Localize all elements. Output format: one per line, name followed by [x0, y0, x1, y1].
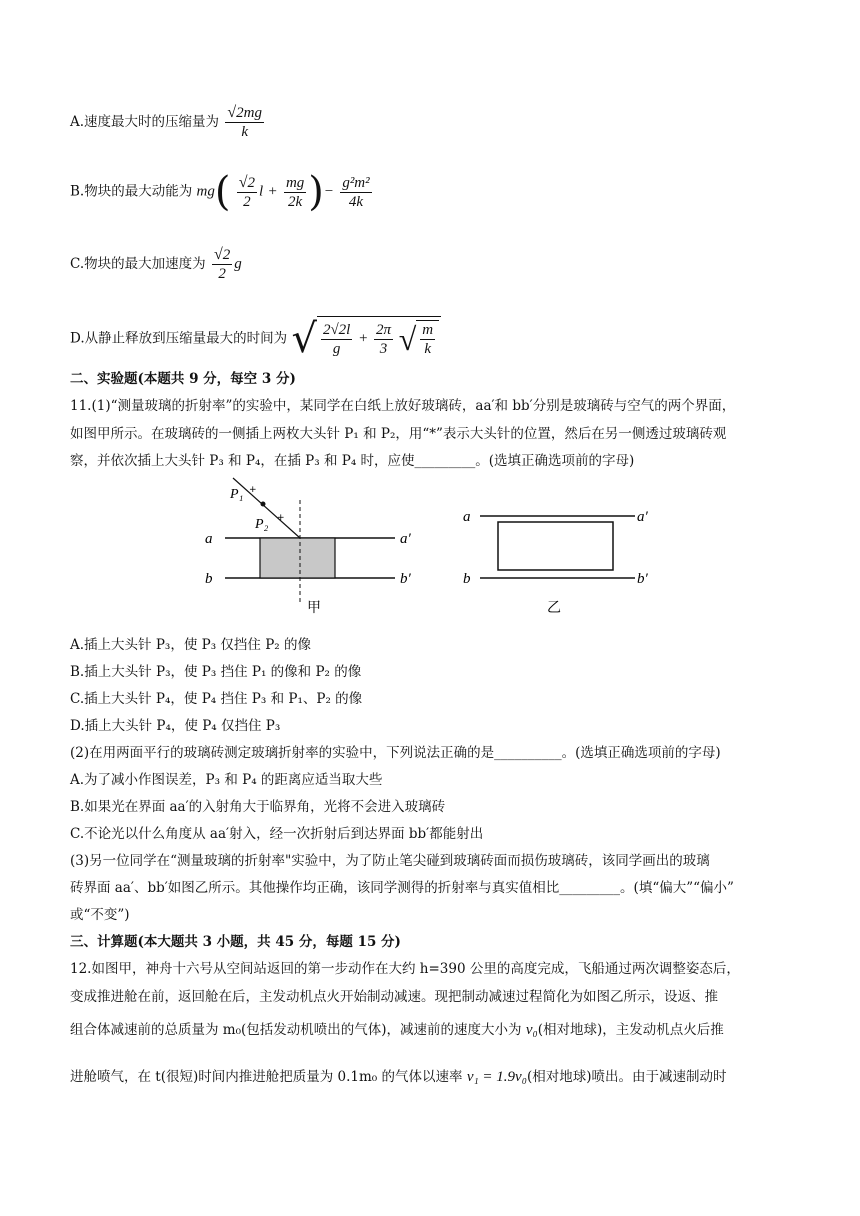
q11-part1-line1: 11.(1)“测量玻璃的折射率”的实验中，某同学在白纸上放好玻璃砖，aa′和 bb′分别是玻璃砖与空气的两个界面， [70, 398, 736, 414]
option-b-frac3-den: 4k [348, 193, 364, 210]
option-b-frac3-num: g²m² [342, 174, 370, 191]
q10-option-d: D.从静止释放到压缩量最大的时间为 √ $\frac{2√2l}{g}$ + $\frac{2\pi}{3}$ √ $\frac{m}{k}$ [70, 316, 441, 359]
q12-line1: 12.如图甲，神舟十六号从空间站返回的第一步动作在大约 h=390 公里的高度完成，飞船通过两次调整姿态后， [70, 961, 740, 977]
yi-label-b-prime: b′ [637, 571, 648, 587]
option-a-denominator: k [241, 124, 248, 140]
option-d-frac2-den: 3 [379, 340, 388, 357]
option-b-l: l [259, 183, 264, 200]
q12-v0: v₀ [525, 1022, 538, 1038]
q11-part2: (2)在用两面平行的玻璃砖测定玻璃折射率的实验中，下列说法正确的是__________。(选填正确选项前的字母) [70, 745, 721, 761]
q11-option-a: A.插上大头针 P₃，使 P₃ 仅挡住 P₂ 的像 [70, 637, 311, 653]
q10-option-b: B.物块的最大动能为 mg( $\frac{√2}{2}$ l + $\frac{mg}{2k}$ )− $\frac{\text{g²m²}}{4k}$ [70, 169, 370, 215]
option-d-frac1-den: g [332, 340, 341, 357]
option-c-fraction: $\frac{√2}{2}$ [213, 246, 231, 282]
option-b-frac2-num: mg [285, 174, 305, 191]
yi-label-a-prime: a′ [637, 509, 648, 525]
option-d-frac1-num: 2√2l [322, 321, 351, 338]
q10-option-a [70, 104, 266, 141]
q11-option-b: B.插上大头针 P₃，使 P₃ 挡住 P₁ 的像和 P₂ 的像 [70, 664, 362, 680]
option-c-text: C.物块的最大加速度为 [70, 256, 206, 272]
q12-line4-part-a: 进舱喷气，在 t(很短)时间内推进舱把质量为 0.1m₀ 的气体以速率 [70, 1069, 467, 1085]
q12-v1-equation: v₁ = 1.9v₀ [466, 1069, 527, 1085]
q11-part2-option-c: C.不论光以什么角度从 aa′射入，经一次折射后到达界面 bb′都能射出 [70, 826, 484, 842]
q11-part3-line3: 或“不变”) [70, 907, 130, 923]
option-c-g: g [234, 256, 242, 272]
option-b-mg: mg [196, 183, 215, 200]
option-b-minus: − [323, 183, 335, 200]
option-b-frac2-den: 2k [288, 193, 303, 210]
option-d-frac3-den: k [424, 340, 432, 357]
figure-jia [205, 478, 412, 616]
q11-option-c: C.插上大头针 P₄，使 P₄ 挡住 P₃ 和 P₁、P₂ 的像 [70, 691, 363, 707]
option-d-plus: + [358, 330, 369, 347]
option-d-frac3-num: m [422, 321, 434, 338]
pin-p2-mark: + [277, 513, 285, 523]
q11-part3-line1: (3)另一位同学在“测量玻璃的折射率"实验中，为了防止笔尖碰到玻璃砖面而损伤玻璃砖，该同学画出的玻璃 [70, 853, 710, 869]
option-d-outer-sqrt: $\frac{2√2l}{g}$ + $\frac{2\pi}{3}$ √ $\frac{m}{k}$ [317, 316, 441, 359]
q11-part2-option-b: B.如果光在界面 aa′的入射角大于临界角，光将不会进入玻璃砖 [70, 799, 446, 815]
yi-label-a: a [463, 509, 471, 525]
jia-label-b: b [205, 571, 213, 587]
section-3-title: 三、计算题(本大题共 3 小题，共 45 分，每题 15 分) [70, 934, 401, 950]
q11-part1-line2: 如图甲所示。在玻璃砖的一侧插上两枚大头针 P₁ 和 P₂，用“*”表示大头针的位置，然后在另一侧透过玻璃砖观 [70, 426, 727, 442]
yi-glass-block [498, 522, 613, 570]
glass-block [260, 538, 335, 578]
option-d-frac1 [321, 321, 352, 358]
q12-line3 [70, 1020, 724, 1040]
option-a-fraction: $\frac{√2mg}{k}$ [227, 104, 262, 140]
jia-label-a-prime: a′ [400, 531, 411, 547]
option-d-text: D.从静止释放到压缩量最大的时间为 [70, 330, 288, 347]
option-c-denominator: 2 [218, 266, 226, 282]
q11-part3-line2: 砖界面 aa′、bb′如图乙所示。其他操作均正确，该同学测得的折射率与真实值相比_________。(填“偏大”“偏小” [70, 880, 734, 896]
q12-line3-part-a: 组合体减速前的总质量为 m₀(包括发动机喷出的气体)，减速前的速度大小为 [70, 1022, 526, 1038]
q12-line4-part-b: (相对地球)喷出。由于减速制动时 [526, 1069, 727, 1085]
option-b-frac1: $\frac{√2}{2}$ [238, 173, 256, 210]
pin-p1-dot [261, 502, 266, 507]
refraction-figure [195, 470, 665, 620]
q11-part1-line3: 察，并依次插上大头针 P₃ 和 P₄，在插 P₃ 和 P₄ 时，应使_________。(选填正确选项前的字母) [70, 453, 635, 469]
yi-label-b: b [463, 571, 471, 587]
q10-option-c [70, 246, 242, 283]
option-c-numerator: 2 [222, 247, 231, 263]
q12-line4 [70, 1067, 726, 1087]
yi-caption: 乙 [547, 600, 561, 616]
q11-option-d: D.插上大头针 P₄，使 P₄ 仅挡住 P₃ [70, 718, 281, 734]
jia-caption: 甲 [307, 600, 321, 616]
jia-label-a: a [205, 531, 213, 547]
option-b-plus: + [267, 183, 278, 200]
section-2-title: 二、实验题(本题共 9 分，每空 3 分) [70, 371, 296, 387]
label-p1: P₁ [230, 487, 244, 502]
q12-line3-part-b: (相对地球)，主发动机点火后推 [537, 1022, 724, 1038]
option-b-frac1-num: 2 [247, 174, 256, 191]
q12-line2: 变成推进舱在前，返回舱在后，主发动机点火开始制动减速。现把制动减速过程简化为如图乙所示，设返、推 [70, 989, 718, 1005]
option-b-frac1-den: 2 [243, 193, 251, 210]
label-p2: P₂ [255, 517, 269, 532]
option-a-numerator: 2mg [236, 105, 262, 121]
option-b-frac2 [284, 174, 306, 211]
pin-p1-mark: + [249, 485, 257, 495]
option-d-frac2 [374, 321, 393, 358]
option-d-frac2-num: 2π [375, 321, 391, 338]
option-b-text: B.物块的最大动能为 [70, 183, 193, 200]
option-b-frac3 [340, 174, 371, 211]
option-a-text: A.速度最大时的压缩量为 [70, 114, 220, 130]
option-d-frac3 [420, 321, 435, 358]
figure-yi [463, 509, 649, 616]
jia-label-b-prime: b′ [400, 571, 411, 587]
q11-part2-option-a: A.为了减小作图误差，P₃ 和 P₄ 的距离应适当取大些 [70, 772, 383, 788]
